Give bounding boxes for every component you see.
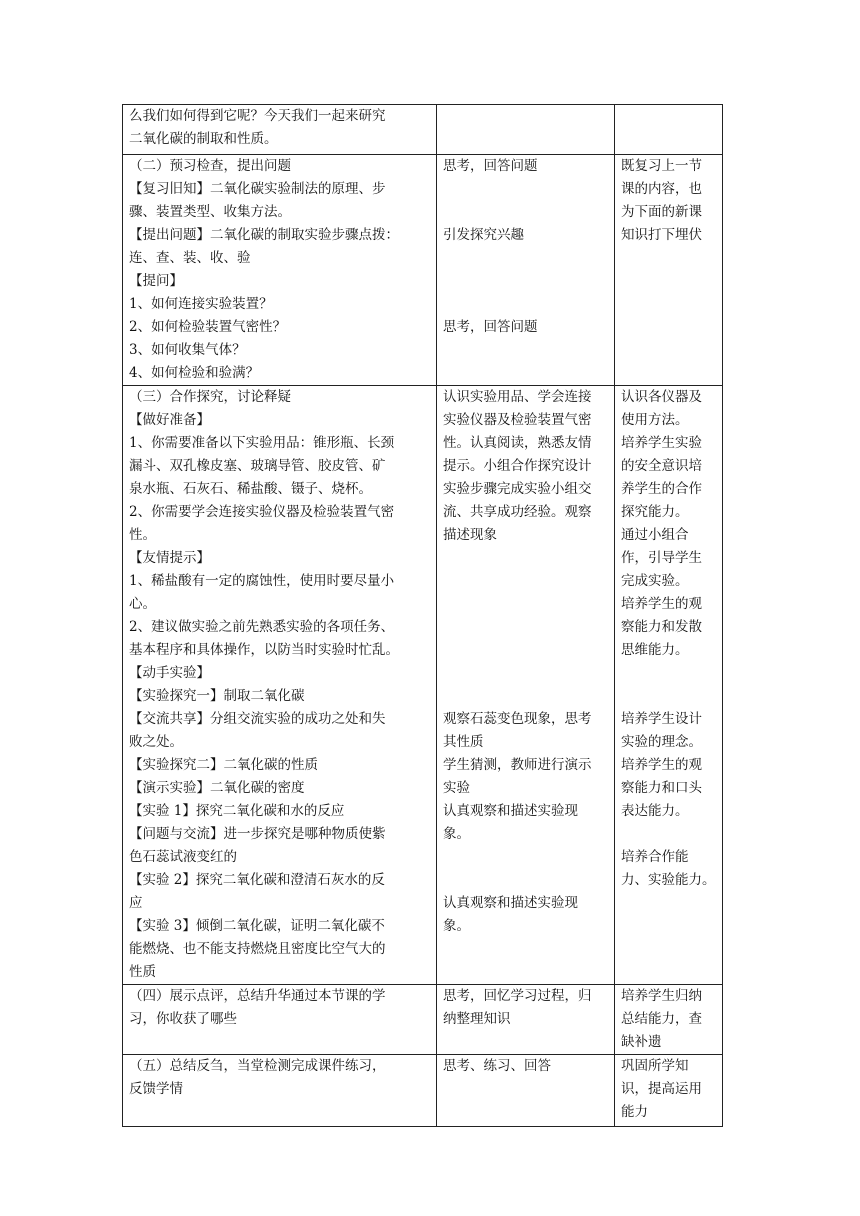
- text-line: 培养学生实验: [621, 435, 702, 451]
- text-line: 3、如何收集气体？: [129, 342, 246, 358]
- table-row: [123, 985, 723, 1055]
- activity-cell: [123, 386, 437, 985]
- text-line: 思维能力。: [621, 642, 689, 658]
- student-cell: [437, 105, 615, 155]
- text-line: 思考，回答问题: [443, 158, 538, 174]
- text-line: 引发探究兴趣: [443, 227, 524, 243]
- text-line: 认真观察和描述实验现: [443, 895, 578, 911]
- text-line: 败之处。: [129, 734, 183, 750]
- text-line: 培养合作能: [621, 849, 689, 865]
- text-line: 能力: [621, 1104, 648, 1120]
- text-line: 【问题与交流】进一步探究是哪种物质使紫: [129, 826, 386, 842]
- text-line: 缺补遗: [621, 1034, 662, 1050]
- text-line: 【复习旧知】二氧化碳实验制法的原理、步: [129, 181, 386, 197]
- text-line: （二）预习检查，提出问题: [129, 158, 291, 174]
- text-line: 性。: [129, 527, 156, 543]
- text-line: 认识各仪器及: [621, 389, 702, 405]
- text-line: 【实验探究二】二氧化碳的性质: [129, 757, 318, 773]
- text-line: 【动手实验】: [129, 665, 210, 681]
- text-line: 既复习上一节: [621, 158, 702, 174]
- text-line: 总结能力，查: [621, 1011, 702, 1027]
- text-line: 观察石蕊变色现象，思考: [443, 711, 592, 727]
- student-cell: [437, 985, 615, 1055]
- text-line: 学生猜测，教师进行演示: [443, 757, 592, 773]
- student-cell: [437, 1055, 615, 1127]
- text-line: 思考，回忆学习过程，归: [443, 988, 592, 1004]
- text-line: 【演示实验】二氧化碳的密度: [129, 780, 305, 796]
- text-line: 么我们如何得到它呢？今天我们一起来研究: [129, 108, 386, 124]
- text-line: 性质: [129, 964, 156, 980]
- text-line: 察能力和发散: [621, 619, 702, 635]
- student-cell: [437, 386, 615, 985]
- purpose-cell: [615, 386, 723, 985]
- text-line: 骤、装置类型、收集方法。: [129, 204, 291, 220]
- text-line: 【交流共享】分组交流实验的成功之处和失: [129, 711, 386, 727]
- text-line: 培养学生设计: [621, 711, 702, 727]
- text-line: 培养学生归纳: [621, 988, 702, 1004]
- text-line: 【做好准备】: [129, 412, 210, 428]
- text-line: 实验: [443, 780, 470, 796]
- lesson-plan-table: [122, 104, 723, 1127]
- text-line: 习，你收获了哪些: [129, 1011, 237, 1027]
- text-line: 课的内容，也: [621, 181, 702, 197]
- text-line: 作，引导学生: [621, 550, 702, 566]
- text-line: 流、共享成功经验。观察: [443, 504, 592, 520]
- text-line: 养学生的合作: [621, 481, 702, 497]
- text-line: 完成实验。: [621, 573, 689, 589]
- text-line: 连、查、装、收、验: [129, 250, 251, 266]
- text-line: 识，提高运用: [621, 1081, 702, 1097]
- activity-cell: [123, 155, 437, 386]
- text-line: 【实验 1】探究二氧化碳和水的反应: [129, 803, 345, 819]
- text-line: 纳整理知识: [443, 1011, 511, 1027]
- text-line: 其性质: [443, 734, 484, 750]
- text-line: 提示。小组合作探究设计: [443, 458, 592, 474]
- text-line: 2、你需要学会连接实验仪器及检验装置气密: [129, 504, 395, 520]
- text-line: 泉水瓶、石灰石、稀盐酸、镊子、烧杯。: [129, 481, 372, 497]
- text-line: 1、如何连接实验装置？: [129, 296, 273, 312]
- text-line: 察能力和口头: [621, 780, 702, 796]
- text-line: 【提出问题】二氧化碳的制取实验步骤点拨：: [129, 227, 399, 243]
- text-line: 【实验探究一】制取二氧化碳: [129, 688, 305, 704]
- text-line: 通过小组合: [621, 527, 689, 543]
- text-line: 【实验 2】探究二氧化碳和澄清石灰水的反: [129, 872, 385, 888]
- text-line: 为下面的新课: [621, 204, 702, 220]
- student-cell: [437, 155, 615, 386]
- text-line: 的安全意识培: [621, 458, 702, 474]
- text-line: 象。: [443, 826, 470, 842]
- text-line: 反馈学情: [129, 1081, 183, 1097]
- text-line: 表达能力。: [621, 803, 689, 819]
- text-line: 实验步骤完成实验小组交: [443, 481, 592, 497]
- text-line: 【友情提示】: [129, 550, 210, 566]
- text-line: 认识实验用品、学会连接: [443, 389, 592, 405]
- activity-cell: [123, 105, 437, 155]
- text-line: 培养学生的观: [621, 596, 702, 612]
- purpose-cell: [615, 1055, 723, 1127]
- text-line: 2、建议做实验之前先熟悉实验的各项任务、: [129, 619, 395, 635]
- table-row: [123, 105, 723, 155]
- text-line: 力、实验能力。: [621, 872, 716, 888]
- text-line: 实验的理念。: [621, 734, 702, 750]
- text-line: （五）总结反刍，当堂检测完成课件练习，: [129, 1058, 386, 1074]
- text-line: （四）展示点评，总结升华通过本节课的学: [129, 988, 386, 1004]
- activity-cell: [123, 985, 437, 1055]
- text-line: （三）合作探究，讨论释疑: [129, 389, 291, 405]
- table-row: [123, 1055, 723, 1127]
- text-line: 象。: [443, 918, 470, 934]
- text-line: 使用方法。: [621, 412, 689, 428]
- text-line: 1、稀盐酸有一定的腐蚀性，使用时要尽量小: [129, 573, 395, 589]
- text-line: 二氧化碳的制取和性质。: [129, 131, 278, 147]
- text-line: 【提问】: [129, 273, 183, 289]
- text-line: 思考、练习、回答: [443, 1058, 551, 1074]
- text-line: 能燃烧、也不能支持燃烧且密度比空气大的: [129, 941, 386, 957]
- text-line: 应: [129, 895, 143, 911]
- text-line: 【实验 3】倾倒二氧化碳，证明二氧化碳不: [129, 918, 385, 934]
- text-line: 1、你需要准备以下实验用品：锥形瓶、长颈: [129, 435, 395, 451]
- text-line: 培养学生的观: [621, 757, 702, 773]
- text-line: 描述现象: [443, 527, 497, 543]
- text-line: 基本程序和具体操作，以防当时实验时忙乱。: [129, 642, 399, 658]
- table-row: [123, 155, 723, 386]
- purpose-cell: [615, 985, 723, 1055]
- text-line: 2、如何检验装置气密性？: [129, 319, 287, 335]
- activity-cell: [123, 1055, 437, 1127]
- text-line: 4、如何检验和验满？: [129, 365, 260, 381]
- text-line: 漏斗、双孔橡皮塞、玻璃导管、胶皮管、矿: [129, 458, 386, 474]
- text-line: 性。认真阅读，熟悉友情: [443, 435, 592, 451]
- purpose-cell: [615, 155, 723, 386]
- purpose-cell: [615, 105, 723, 155]
- text-line: 心。: [129, 596, 156, 612]
- text-line: 巩固所学知: [621, 1058, 689, 1074]
- text-line: 思考，回答问题: [443, 319, 538, 335]
- text-line: 实验仪器及检验装置气密: [443, 412, 592, 428]
- text-line: 认真观察和描述实验现: [443, 803, 578, 819]
- text-line: 知识打下埋伏: [621, 227, 702, 243]
- table-row: [123, 386, 723, 985]
- text-line: 探究能力。: [621, 504, 689, 520]
- text-line: 色石蕊试液变红的: [129, 849, 237, 865]
